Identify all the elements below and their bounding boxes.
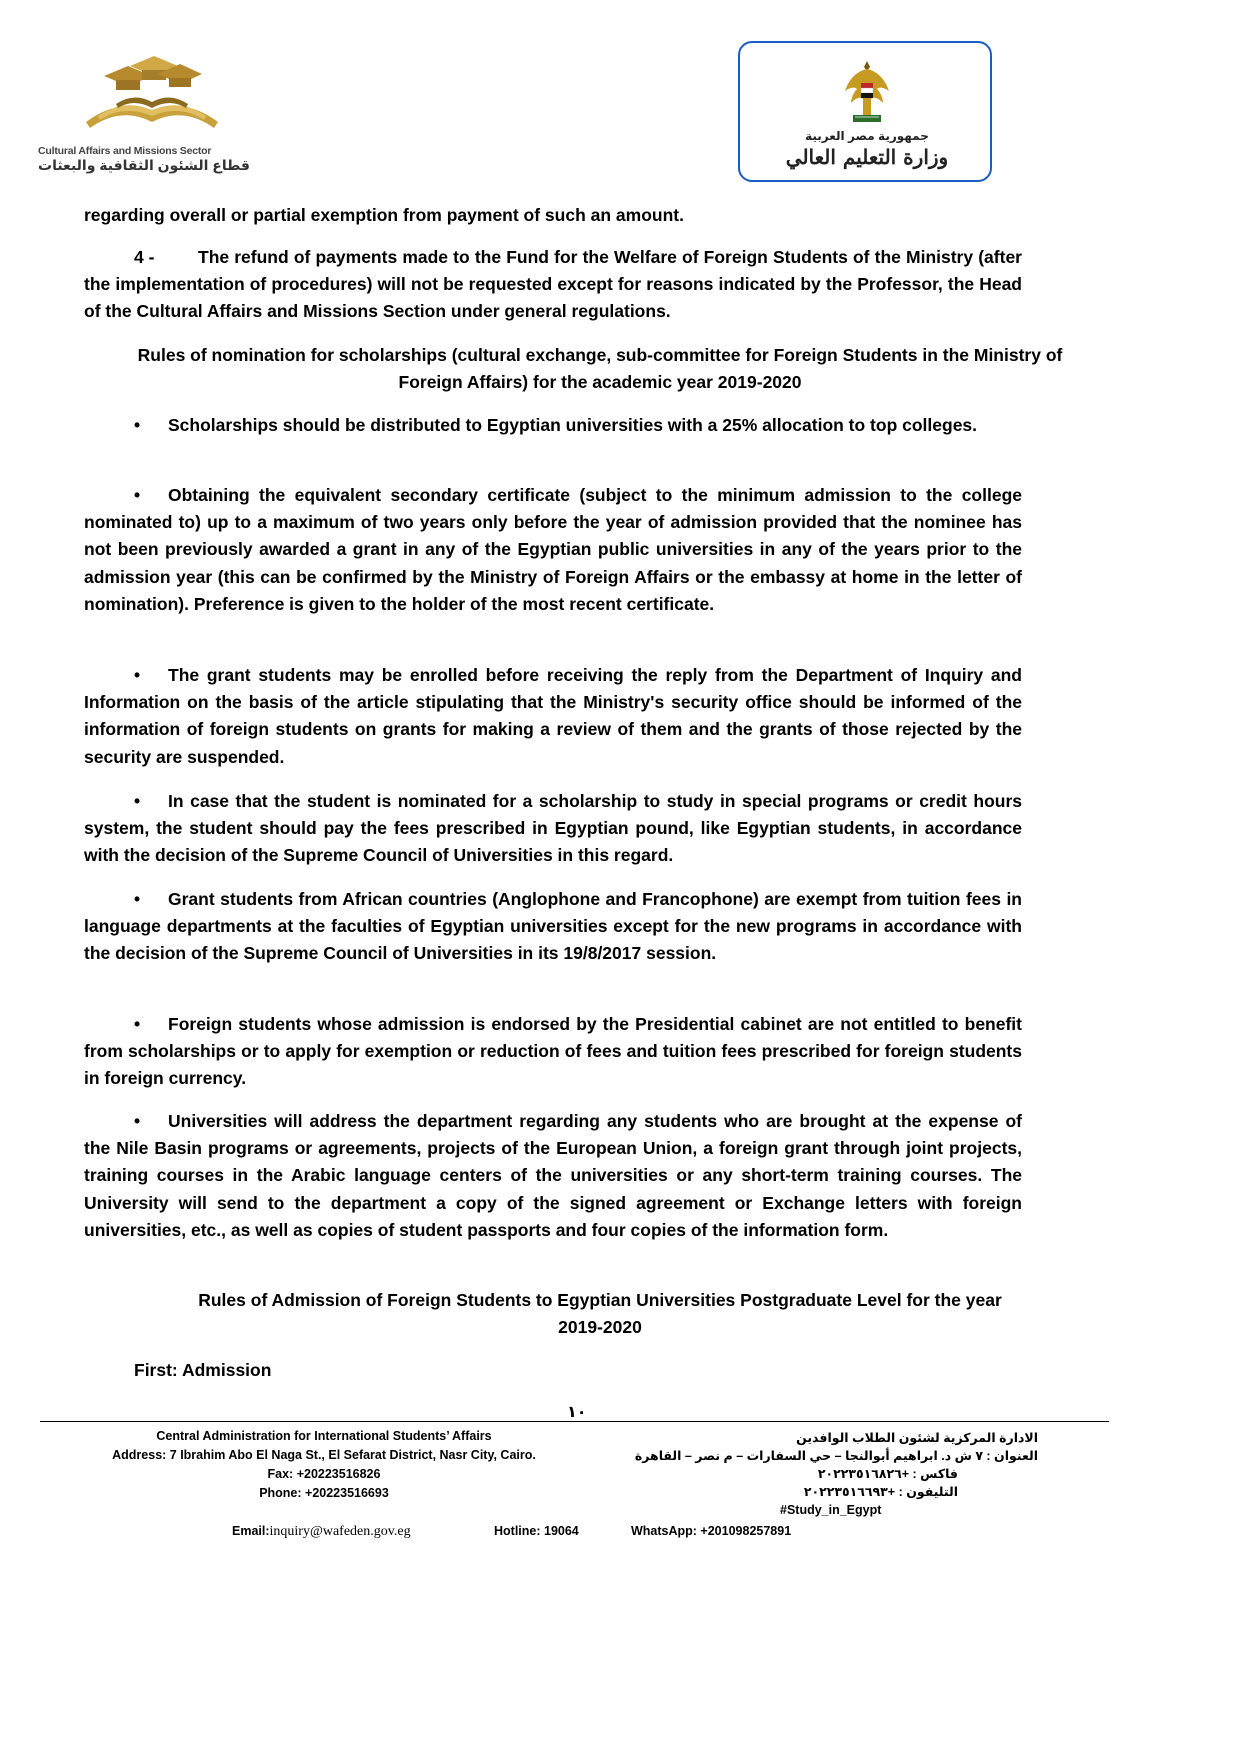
footer-email xyxy=(232,1524,411,1540)
item-4-text: The refund of payments made to the Fund for the Welfare of Foreign Students of the Ministry (after the implementation of procedures) will not be requested except for reasons indicated by the Professor, the Head of the Cultural Affairs and Missions Section under general regulations. xyxy=(84,247,1022,322)
footer-english-contact xyxy=(84,1427,564,1503)
bullet-item xyxy=(84,1011,1022,1093)
footer-phone-ar: التليفون : +٢٠٢٢٣٥١٦٦٩٣ xyxy=(803,1485,958,1499)
ministry-country-name: جمهورية مصر العربية xyxy=(805,129,929,143)
bullet-item xyxy=(84,886,1022,968)
first-admission-heading: First: Admission xyxy=(134,1360,272,1380)
bullet-item xyxy=(84,788,1022,870)
logo-caption-arabic: قطاع الشئون الثقافية والبعثات xyxy=(38,157,250,173)
bullet-item xyxy=(84,482,1022,618)
footer-phone: Phone: +20223516693 xyxy=(259,1486,389,1500)
ministry-logo-box xyxy=(738,41,992,182)
item-number: 4 - xyxy=(134,247,155,267)
bullet-text: Scholarships should be distributed to Egyptian universities with a 25% allocation to top colleges. xyxy=(168,415,978,435)
footer-org-name: Central Administration for International Students’ Affairs xyxy=(156,1429,492,1443)
ministry-name: وزارة التعليم العالي xyxy=(785,145,949,169)
footer-org-name-ar: الادارة المركزية لشئون الطلاب الوافدين xyxy=(796,1431,1038,1445)
item-4-paragraph xyxy=(84,244,1022,326)
page-number: ١٠ xyxy=(567,1404,587,1421)
footer-arabic-contact xyxy=(620,1429,1038,1501)
bullet-icon: • xyxy=(134,889,141,909)
bullet-item xyxy=(84,662,1022,771)
footer-whatsapp: WhatsApp: +201098257891 xyxy=(631,1524,792,1538)
hashtag-study-in-egypt: #Study_in_Egypt xyxy=(780,1503,882,1517)
email-link[interactable]: inquiry@wafeden.gov.eg xyxy=(269,1524,411,1539)
footer-address: Address: 7 Ibrahim Abo El Naga St., El Sefarat District, Nasr City, Cairo. xyxy=(112,1448,536,1462)
bullet-text: Foreign students whose admission is endorsed by the Presidential cabinet are not entitled to benefit from scholarships or to apply for exemption or reduction of fees and tuition fees prescribed for foreign students in foreign currency. xyxy=(84,1014,1022,1089)
bullet-icon: • xyxy=(134,1111,141,1131)
footer-divider xyxy=(40,1421,1109,1422)
bullet-text: Grant students from African countries (Anglophone and Francophone) are exempt from tuition fees in language departments at the faculties of Egyptian universities except for the new programs in accordance with the decision of the Supreme Council of Universities in its 19/8/2017 session. xyxy=(84,889,1022,964)
graduation-caps-book-icon xyxy=(76,44,226,144)
bullet-icon: • xyxy=(134,791,141,811)
bullet-text: Universities will address the department regarding any students who are brought at the expense of the Nile Basin programs or agreements, projects of the European Union, a foreign grant through joint projects, training courses in the Arabic language centers of the universities or any short-term training courses. The University will send to the department a copy of the signed agreement or Exchange letters with foreign universities, etc., as well as copies of student passports and four copies of the information form. xyxy=(84,1111,1022,1240)
bullet-text: The grant students may be enrolled before receiving the reply from the Department of Inquiry and Information on the basis of the article stipulating that the Ministry's security office should be informed of the information of foreign students on grants for making a review of them and the grants of those rejected by the security are suspended. xyxy=(84,665,1022,767)
bullet-text: Obtaining the equivalent secondary certificate (subject to the minimum admission to the college nominated to) up to a maximum of two years only before the year of admission provided that the nominee has not been previously awarded a grant in any of the Egyptian public universities in any of the years prior to the admission year (this can be confirmed by the Ministry of Foreign Affairs or the embassy at home in the letter of nomination). Preference is given to the holder of the most recent certificate. xyxy=(84,485,1022,614)
logo-caption-english: Cultural Affairs and Missions Sector xyxy=(38,145,212,157)
email-label: Email: xyxy=(232,1524,270,1538)
footer-hotline: Hotline: 19064 xyxy=(494,1524,579,1538)
bullet-icon: • xyxy=(134,485,141,505)
bullet-icon: • xyxy=(134,1014,141,1034)
continuation-paragraph: regarding overall or partial exemption from payment of such an amount. xyxy=(84,205,684,225)
scholarship-rules-heading: Rules of nomination for scholarships (cultural exchange, sub-committee for Foreign Students in the Ministry of Foreign Affairs) for the academic year 2019-2020 xyxy=(137,345,1063,393)
cultural-affairs-logo xyxy=(38,44,270,174)
bullet-icon: • xyxy=(134,415,141,435)
footer-fax-ar: فاكس : +٢٠٢٢٣٥١٦٨٢٦ xyxy=(817,1467,958,1481)
footer-fax: Fax: +20223516826 xyxy=(267,1467,381,1481)
bullet-text: In case that the student is nominated for a scholarship to study in special programs or credit hours system, the student should pay the fees prescribed in Egyptian pound, like Egyptian students, in accordance with the decision of the Supreme Council of Universities in this regard. xyxy=(84,791,1022,866)
postgraduate-heading-line2: 2019-2020 xyxy=(558,1317,642,1338)
bullet-icon: • xyxy=(134,665,141,685)
postgraduate-rules-heading xyxy=(130,1287,1070,1341)
egyptian-eagle-emblem-icon xyxy=(843,57,891,127)
bullet-item xyxy=(84,1108,1022,1244)
footer-address-ar: العنوان : ٧ ش د. ابراهيم أبوالنجا – حي السفارات – م نصر – القاهرة xyxy=(634,1449,1038,1463)
postgraduate-heading-line1: Rules of Admission of Foreign Students to Egyptian Universities Postgraduate Level for the year xyxy=(198,1290,1002,1310)
bullet-item xyxy=(84,412,1022,439)
